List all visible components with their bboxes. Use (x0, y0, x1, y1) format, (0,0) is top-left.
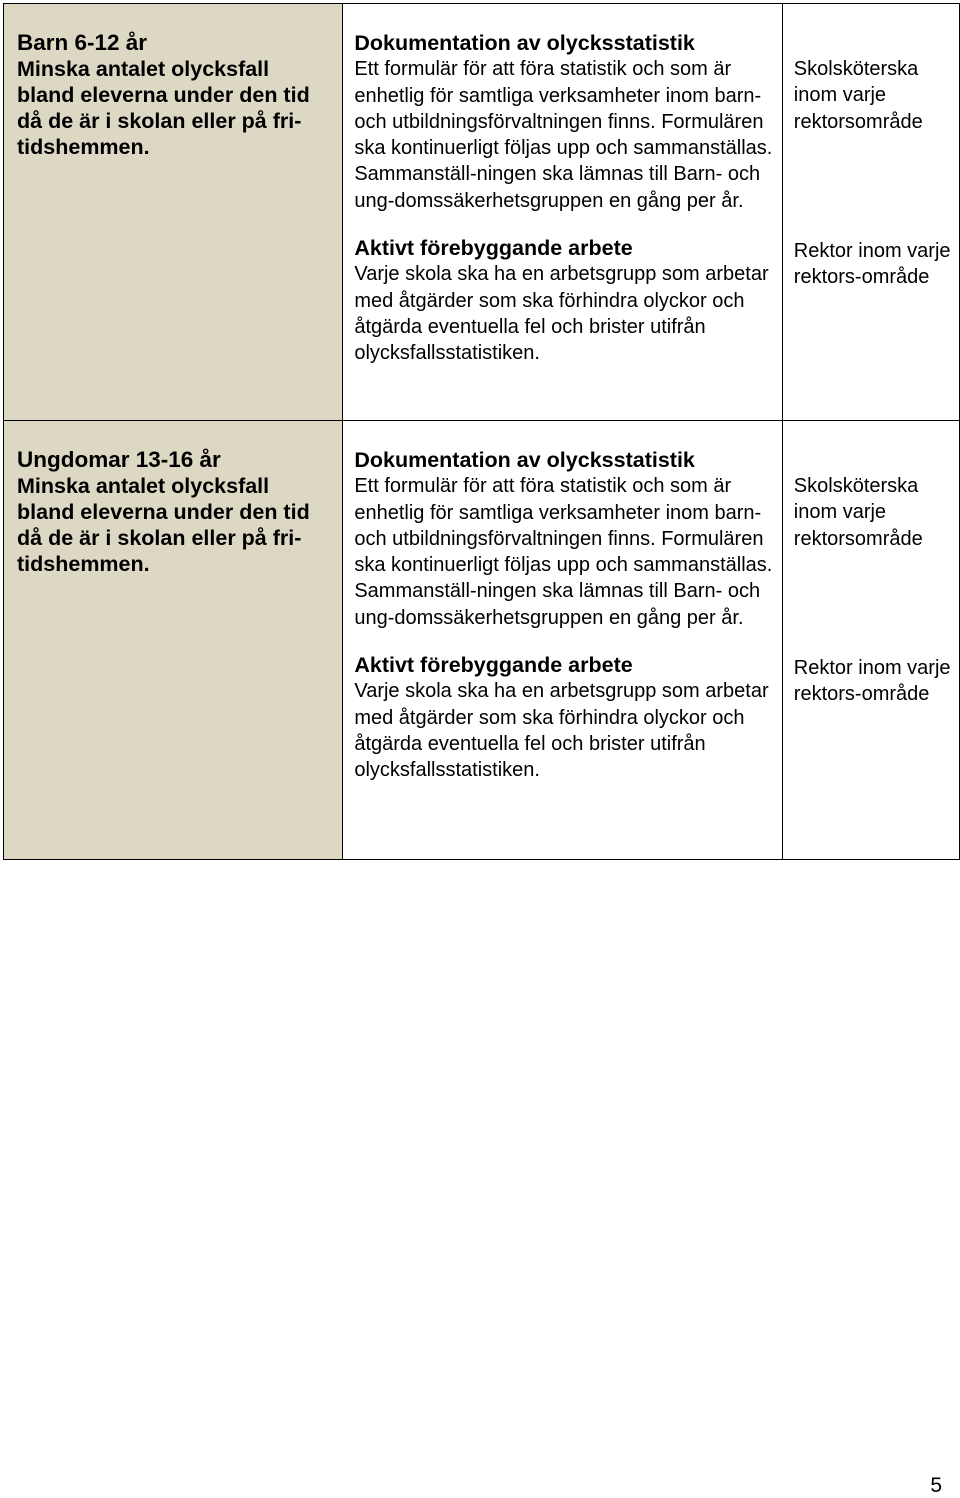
responsible-school-nurse: Skolsköterska inom varje rektorsområde (793, 58, 923, 133)
action-cell (343, 4, 782, 421)
action-text: Ett formulär för att föra statistik och som är enhetlig för samtliga verksamheter inom barn- och utbildningsförvaltningen finns. Formulären ska kontinuerligt följas upp och sammanställas. Sammanställ-ningen ska lämnas till Barn- och ung-domssäkerhetsgruppen en gång per år. (354, 58, 773, 212)
responsible-principal: Rektor inom varje rektors-område (793, 656, 951, 706)
goal-text: Minska antalet olycksfall bland eleverna under den tid då de är i skolan eller på fri-tidshemmen. (17, 474, 310, 576)
table-row (4, 4, 960, 421)
responsible-cell (782, 421, 959, 860)
goal-cell (4, 4, 343, 421)
action-plan-table (3, 3, 960, 860)
responsible-cell (782, 4, 959, 421)
action-cell (343, 421, 782, 860)
action-heading: Dokumentation av olycksstatistik (354, 31, 695, 55)
table-row (4, 421, 960, 860)
action-block-documentation (354, 447, 773, 631)
action-heading: Aktivt förebyggande arbete (354, 236, 633, 261)
action-text: Ett formulär för att föra statistik och som är enhetlig för samtliga verksamheter inom barn- och utbildningsförvaltningen finns. Formulären ska kontinuerligt följas upp och sammanställas. Sammanställ-ningen ska lämnas till Barn- och ung-domssäkerhetsgruppen en gång per år. (354, 475, 773, 629)
page-number: 5 (930, 1474, 942, 1497)
action-block-prevention (354, 235, 773, 366)
responsible-school-nurse: Skolsköterska inom varje rektorsområde (793, 475, 923, 550)
goal-title: Ungdomar 13-16 år (17, 447, 221, 472)
action-heading: Dokumentation av olycksstatistik (354, 448, 695, 472)
action-block-documentation (354, 30, 773, 214)
goal-title: Barn 6-12 år (17, 30, 148, 55)
action-block-prevention (354, 652, 773, 783)
responsible-principal: Rektor inom varje rektors-område (793, 239, 951, 289)
action-text: Varje skola ska ha en arbetsgrupp som arbetar med åtgärder som ska förhindra olyckor och åtgärda eventuella fel och brister utifrån olycksfallsstatistiken. (354, 263, 769, 365)
goal-text: Minska antalet olycksfall bland eleverna under den tid då de är i skolan eller på fri-tidshemmen. (17, 57, 310, 159)
action-heading: Aktivt förebyggande arbete (354, 653, 633, 678)
action-text: Varje skola ska ha en arbetsgrupp som arbetar med åtgärder som ska förhindra olyckor och åtgärda eventuella fel och brister utifrån olycksfallsstatistiken. (354, 680, 769, 782)
goal-cell (4, 421, 343, 860)
